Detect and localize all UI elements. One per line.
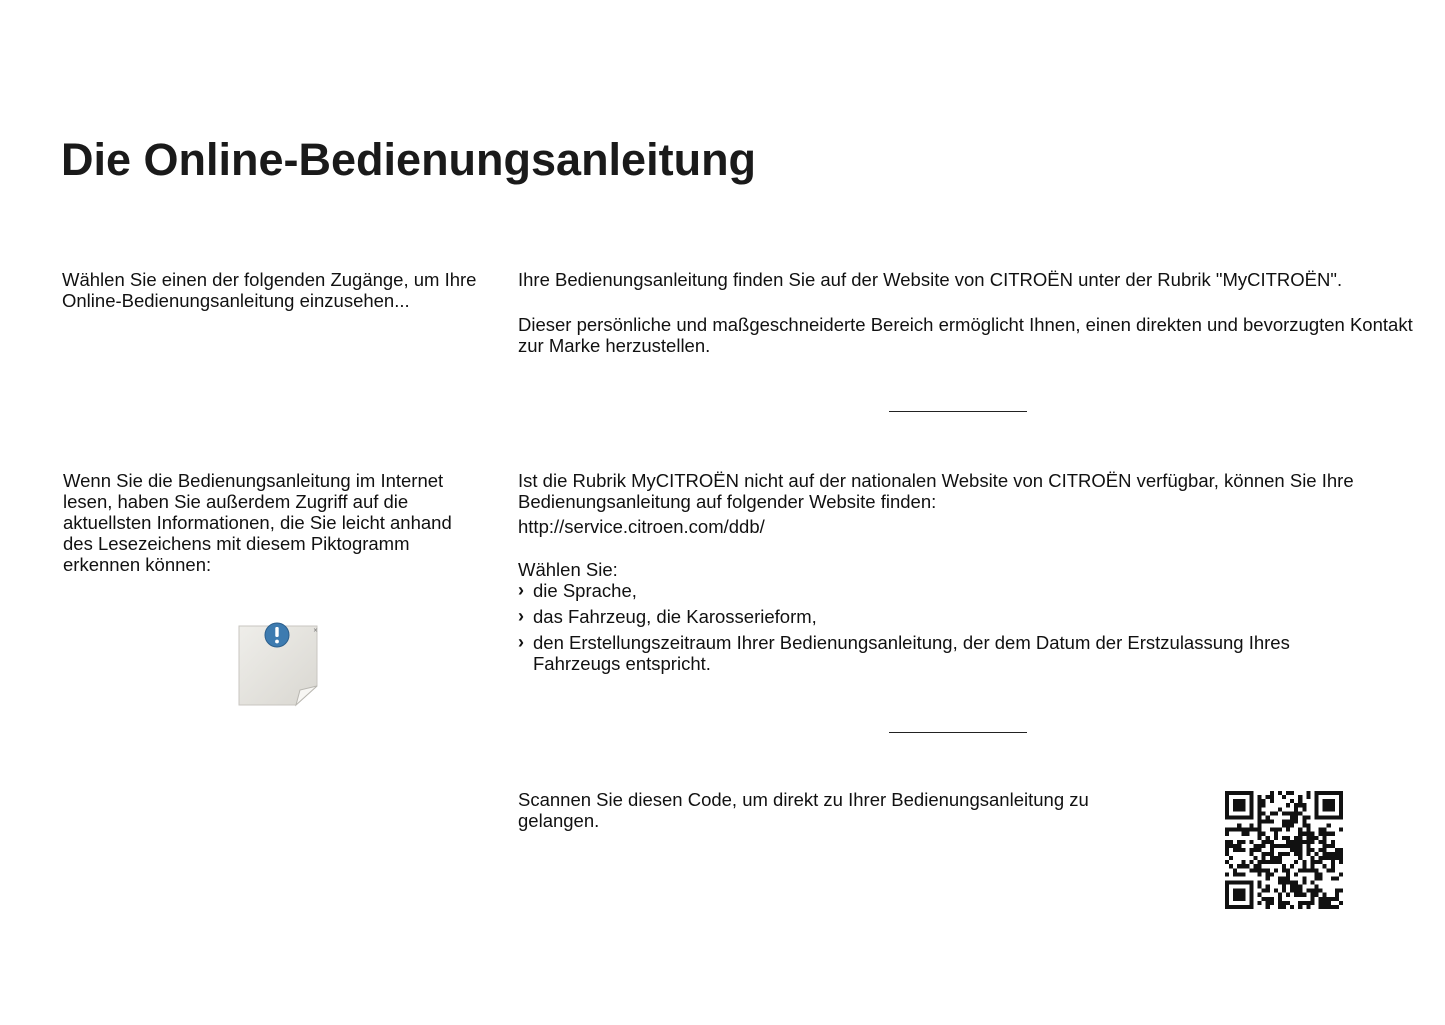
separator-line [889, 732, 1027, 733]
svg-text:×: × [313, 627, 319, 634]
list-item-text: das Fahrzeug, die Karosserieform, [533, 606, 817, 627]
choose-label: Wählen Sie: [518, 559, 618, 580]
intro-text: Wählen Sie einen der folgenden Zugänge, um Ihre Online-Bedienungsanleitung einzusehen... [62, 269, 477, 311]
list-item-text: die Sprache, [533, 580, 637, 601]
separator-line [889, 411, 1027, 412]
personal-area-text: Dieser persönliche und maßgeschneiderte Bereich ermöglicht Ihnen, einen direkten und bevorzugten Kontakt zur Marke herzustellen. [518, 314, 1413, 356]
qr-code-icon[interactable] [1225, 791, 1343, 909]
national-website-text: Ist die Rubrik MyCITROËN nicht auf der nationalen Website von CITROËN verfügbar, können Sie Ihre Bedienungsanleitung auf folgender Website finden: [518, 470, 1354, 512]
internet-info-text: Wenn Sie die Bedienungsanleitung im Internet lesen, haben Sie außerdem Zugriff auf die aktuellsten Informationen, die Sie leicht anhand des Lesezeichens mit diesem Piktogramm erkennen können: [63, 470, 452, 575]
list-item-text: den Erstellungszeitraum Ihrer Bedienungsanleitung, der dem Datum der Erstzulassung Ihres Fahrzeugs entspricht. [533, 632, 1290, 674]
page-title: Die Online-Bedienungsanleitung [61, 134, 757, 185]
list-item [518, 580, 1378, 601]
website-info-text: Ihre Bedienungsanleitung finden Sie auf der Website von CITROËN unter der Rubrik "MyCITROËN". [518, 269, 1343, 290]
selection-list [518, 580, 1378, 679]
chevron-right-icon: › [518, 580, 524, 600]
scan-code-text: Scannen Sie diesen Code, um direkt zu Ihrer Bedienungsanleitung zu gelangen. [518, 789, 1089, 831]
bookmark-info-icon [236, 620, 322, 710]
chevron-right-icon: › [518, 632, 524, 652]
list-item [518, 632, 1378, 674]
chevron-right-icon: › [518, 606, 524, 626]
list-item [518, 606, 1378, 627]
manual-url-link[interactable]: http://service.citroen.com/ddb/ [518, 516, 765, 537]
